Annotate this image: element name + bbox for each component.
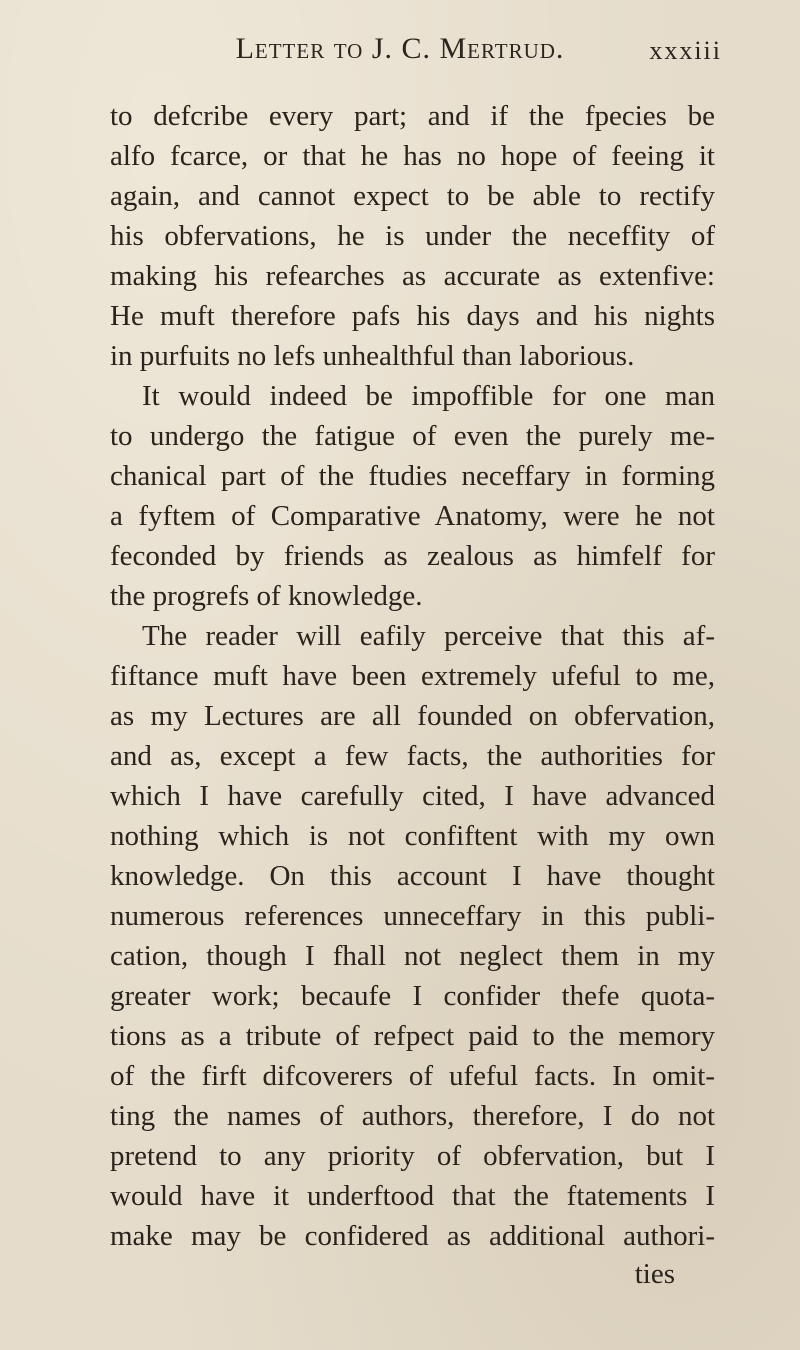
text-line: in purfuits no lefs unhealthful than laborious. <box>110 340 635 372</box>
text-line: feconded by friends as zealous as himfelf for <box>110 540 715 572</box>
text-line: the progrefs of knowledge. <box>110 580 423 612</box>
text-line: numerous references unneceffary in this publi- <box>110 900 715 932</box>
text-line: It would indeed be impoffible for one man <box>142 380 715 412</box>
text-line: ting the names of authors, therefore, I do not <box>110 1100 715 1132</box>
text-line: He muft therefore pafs his days and his nights <box>110 300 715 332</box>
text-line: and as, except a few facts, the authorities for <box>110 740 715 772</box>
text-line: fiftance muft have been extremely ufeful to me, <box>110 660 715 692</box>
text-line: his obfervations, he is under the neceffity of <box>110 220 715 252</box>
text-line: greater work; becaufe I confider thefe quota- <box>110 980 715 1012</box>
catchword: ties <box>634 1258 675 1290</box>
text-line: again, and cannot expect to be able to rectify <box>110 180 715 212</box>
text-line: pretend to any priority of obfervation, but I <box>110 1140 715 1172</box>
text-line: to defcribe every part; and if the fpecies be <box>110 100 715 132</box>
text-line: a fyftem of Comparative Anatomy, were he not <box>110 500 715 532</box>
text-line: making his refearches as accurate as extenfive: <box>110 260 715 292</box>
text-line: chanical part of the ftudies neceffary in forming <box>110 460 715 492</box>
text-line: nothing which is not confiftent with my own <box>110 820 715 852</box>
body-text <box>110 96 715 1256</box>
text-line: would have it underftood that the ftatements I <box>110 1180 715 1212</box>
running-head-title: Letter to J. C. Mertrud. <box>235 32 565 65</box>
text-line: cation, though I fhall not neglect them in my <box>110 940 715 972</box>
text-line: knowledge. On this account I have thought <box>110 860 715 892</box>
text-line: as my Lectures are all founded on obfervation, <box>110 700 715 732</box>
page-number: xxxiii <box>649 36 722 65</box>
text-line: alfo fcarce, or that he has no hope of feeing it <box>110 140 715 172</box>
text-line: of the firft difcoverers of ufeful facts. In omit- <box>110 1060 715 1092</box>
text-line: to undergo the fatigue of even the purely me- <box>110 420 715 452</box>
text-line: The reader will eafily perceive that this af- <box>142 620 715 652</box>
running-head <box>0 30 800 70</box>
text-line: tions as a tribute of refpect paid to the memory <box>110 1020 715 1052</box>
text-line: which I have carefully cited, I have advanced <box>110 780 715 812</box>
text-line: make may be confidered as additional authori- <box>110 1220 715 1252</box>
